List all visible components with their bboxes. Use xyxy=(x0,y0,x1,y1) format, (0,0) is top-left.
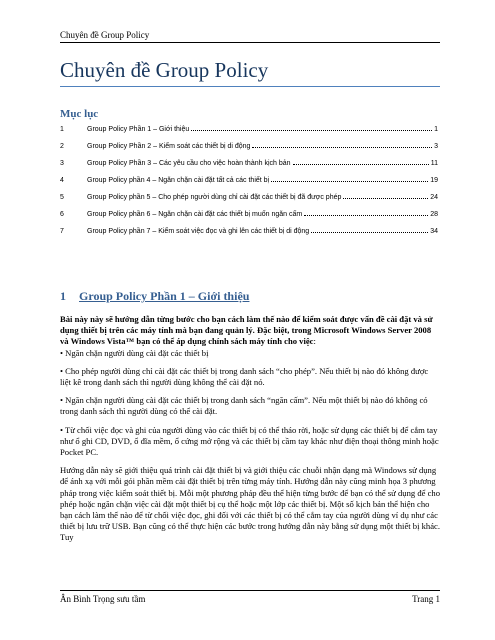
section-title: Group Policy Phần 1 – Giới thiệu xyxy=(79,289,250,303)
toc-entry-title[interactable]: Group Policy Phần 2 – Kiểm soát các thiết bị di động xyxy=(87,143,251,150)
intro-tail: : xyxy=(313,336,316,347)
toc-leader-dots xyxy=(271,175,428,182)
bullet-item: • Ngăn chặn người dùng cài đặt các thiết bị trong danh sách “ngăn cấm”. Nếu một thiết bị nào đó không có trong danh sách thì người dùng có thể cài đặt. xyxy=(60,395,428,417)
toc-entry-page: 19 xyxy=(430,177,438,184)
toc-entry-page: 11 xyxy=(430,160,438,167)
bullet-item: • Ngăn chặn người dùng cài đặt các thiết bị xyxy=(60,347,209,358)
toc-entry[interactable] xyxy=(60,226,438,243)
toc-leader-dots xyxy=(343,192,428,199)
toc-entry[interactable] xyxy=(60,158,438,175)
section-body xyxy=(60,314,440,551)
toc-entry-number: 5 xyxy=(60,194,64,201)
section-number: 1 xyxy=(60,289,66,303)
toc-leader-dots xyxy=(293,158,429,165)
toc-entry-number: 6 xyxy=(60,211,64,218)
footer-page-number: Trang 1 xyxy=(412,594,440,604)
toc-entry-title[interactable]: Group Policy phần 5 – Cho phép người dùng chỉ cài đặt các thiết bị đã được phép xyxy=(87,194,342,201)
toc-entry-page: 34 xyxy=(430,228,438,235)
toc-entry-number: 2 xyxy=(60,143,64,150)
body-paragraph: Hướng dẫn này sẽ giới thiệu quá trình cài đặt thiết bị và giới thiệu các chuỗi nhận dạng mà Windows sử dụng để ánh xạ với mỗi gói phần mềm cài đặt thiết bị trên từng máy tính. Hướng dẫn này cũng minh họa 3 phương pháp trong việc kiểm soát thiết bị. Mỗi một phương pháp đều thể hiện từng bước để bạn có thể sử dụng để cho phép hoặc ngăn chặn việc cài đặt một thiết bị cụ thể hoặc một lớp các thiết bị. Một số kịch bản thể hiện cho bạn cách làm thế nào để từ chối việc đọc, ghi đối với các thiết bị có thể cắm tay của người dùng ví dụ như các thiết bị lưu trữ USB. Bạn cũng có thể thực hiện các bước trong hướng dẫn này bằng sử dụng một thiết bị khác. Tuy xyxy=(60,465,440,543)
document-title: Chuyên đề Group Policy xyxy=(60,58,440,87)
toc-entry[interactable] xyxy=(60,192,438,209)
toc-entry[interactable] xyxy=(60,175,438,192)
toc-leader-dots xyxy=(252,141,432,148)
toc-entry-title[interactable]: Group Policy Phần 1 – Giới thiệu xyxy=(87,126,190,133)
section-heading xyxy=(60,289,249,304)
toc-entry-number: 1 xyxy=(60,126,64,133)
intro-paragraph xyxy=(60,314,440,348)
toc-entry-title[interactable]: Group Policy Phần 3 – Các yêu cầu cho việc hoàn thành kịch bản xyxy=(87,160,291,167)
toc-entry-title[interactable]: Group Policy phần 7 – Kiểm soát việc đọc và ghi lên các thiết bị di động xyxy=(87,228,310,235)
toc-entry-number: 7 xyxy=(60,228,64,235)
toc-entry-page: 3 xyxy=(434,143,438,150)
toc-entry-page: 1 xyxy=(434,126,438,133)
footer-author: Ân Bình Trọng sưu tầm xyxy=(60,594,146,604)
toc-entry-number: 4 xyxy=(60,177,64,184)
toc-entry[interactable] xyxy=(60,209,438,226)
toc-entry-title[interactable]: Group Policy phần 4 – Ngăn chặn cài đặt tất cả các thiết bị xyxy=(87,177,270,184)
page-footer xyxy=(60,590,440,604)
intro-bold-text: Bài này này sẽ hướng dẫn từng bước cho bạn cách làm thế nào để kiểm soát được vấn đề cài đặt và sử dụng thiết bị trên các máy tính mà bạn đang quản lý. Đặc biệt, trong Microsoft Windows Server 2008 và Windows Vista™ bạn có thể áp dụng chính sách máy tính cho việc xyxy=(60,314,433,347)
toc-entry[interactable] xyxy=(60,124,438,141)
toc-entry[interactable] xyxy=(60,141,438,158)
toc-entry-page: 24 xyxy=(430,194,438,201)
toc-leader-dots xyxy=(311,226,428,233)
toc-entry-page: 28 xyxy=(430,211,438,218)
toc-heading: Mục lục xyxy=(60,108,99,120)
table-of-contents xyxy=(60,124,438,243)
toc-entry-title[interactable]: Group Policy phần 6 – Ngăn chặn cài đặt các thiết bị muốn ngăn cấm xyxy=(87,211,303,218)
toc-leader-dots xyxy=(304,209,428,216)
bullet-item: • Từ chối việc đọc và ghi của người dùng vào các thiết bị có thể tháo rời, hoặc sử dụng các thiết bị để cắm tay như ổ ghi CD, DVD, ổ đĩa mềm, ổ cứng mở rộng và các thiết bị cầm tay khác như điện thoại thông minh hoặc Pocket PC. xyxy=(60,424,439,458)
toc-entry-number: 3 xyxy=(60,160,64,167)
toc-leader-dots xyxy=(191,124,432,131)
bullet-item: • Cho phép người dùng chỉ cài đặt các thiết bị trong danh sách “cho phép”. Nếu thiết bị nào đó không được liệt kê trong danh sách thì người dùng không thể cài đặt nó. xyxy=(60,365,429,388)
running-header: Chuyên đề Group Policy xyxy=(60,30,440,43)
